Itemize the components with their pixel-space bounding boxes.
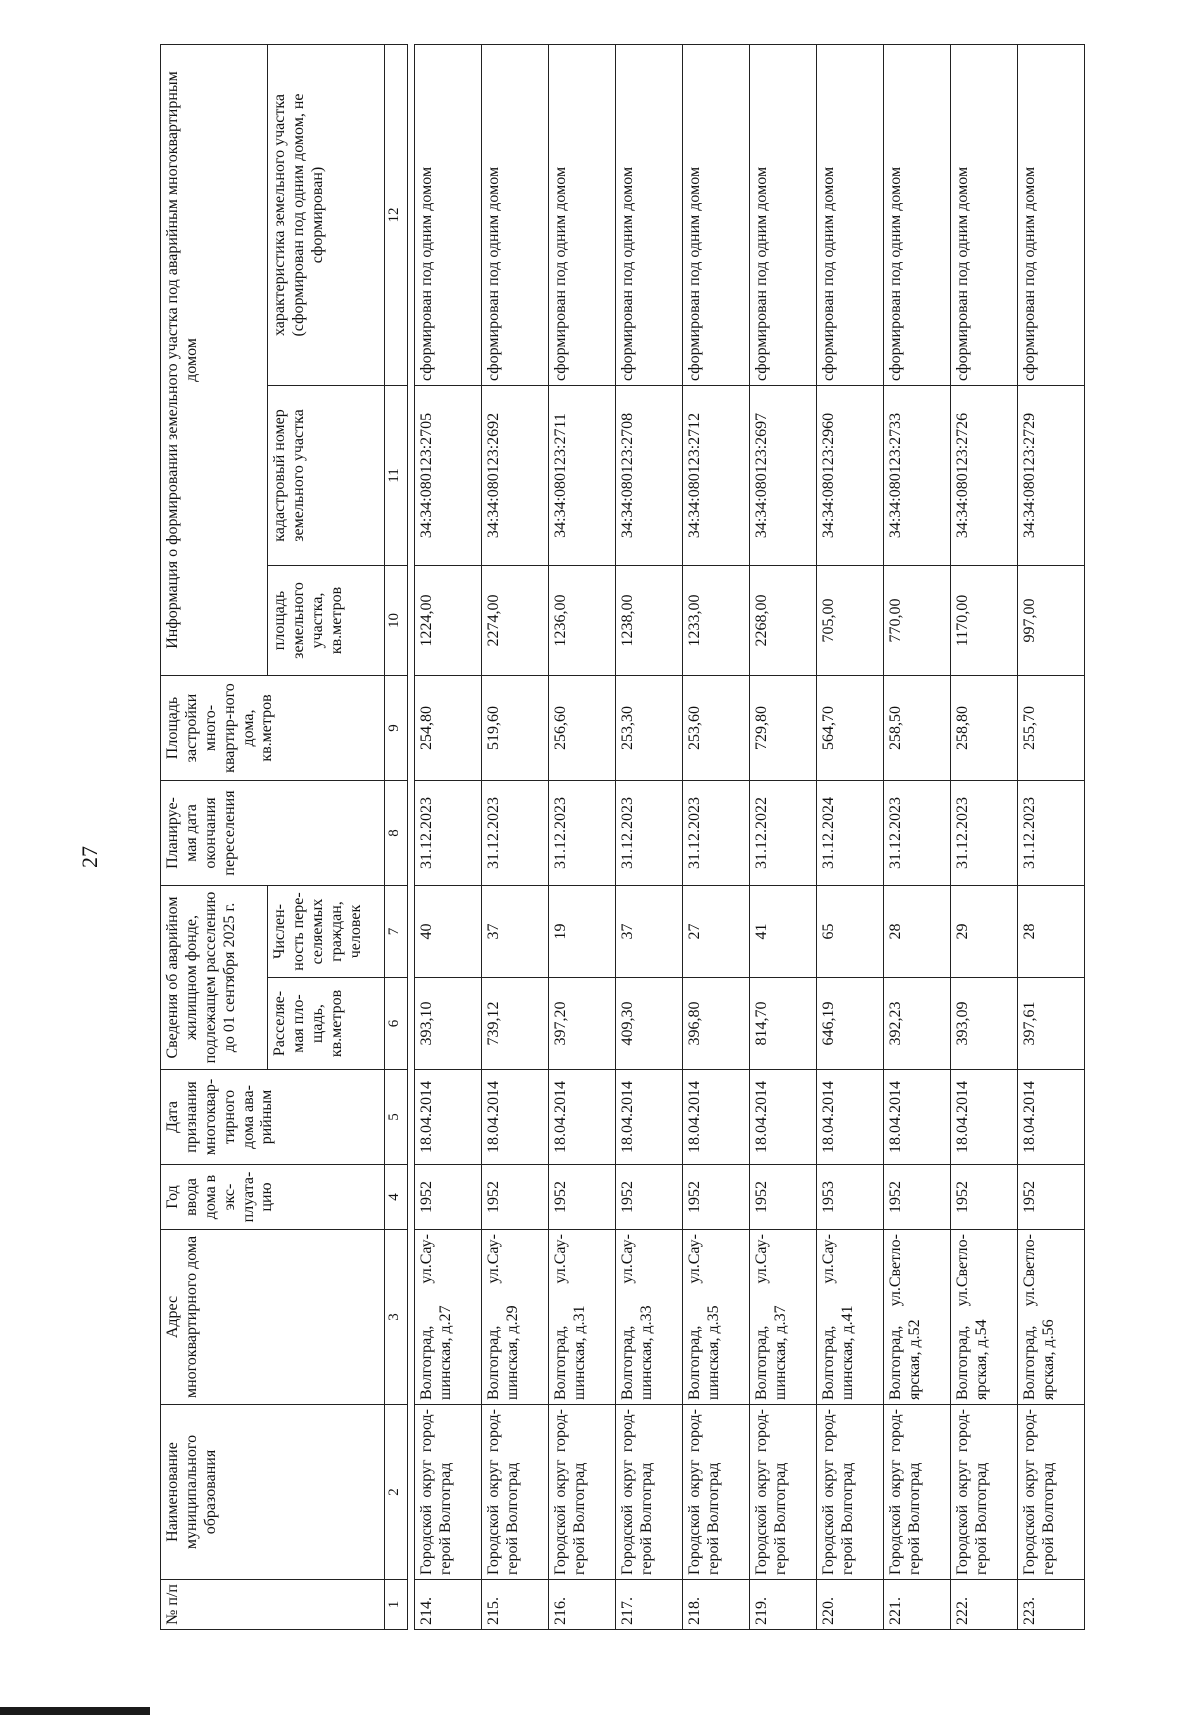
column-number: 8 (385, 781, 408, 886)
cell-characteristic: сформирован под одним домом (482, 45, 549, 386)
cell-characteristic: сформирован под одним домом (750, 45, 817, 386)
cell-area: 409,30 (616, 978, 683, 1070)
cell-people: 37 (482, 886, 549, 978)
column-number: 4 (385, 1165, 408, 1230)
cell-building: 258,50 (884, 676, 951, 781)
cell-year: 1952 (549, 1165, 616, 1230)
cell-municipality: Городской округ город-герой Волгоград (415, 1405, 482, 1580)
cell-year: 1952 (683, 1165, 750, 1230)
cell-building: 519,60 (482, 676, 549, 781)
column-number: 10 (385, 566, 408, 676)
cell-address: Волгоград, ул.Светло-ярская, д.54 (951, 1230, 1018, 1405)
cell-building: 253,30 (616, 676, 683, 781)
table-row (415, 45, 482, 1630)
cell-address: Волгоград, ул.Светло-ярская, д.56 (1018, 1230, 1085, 1405)
cell-area: 397,20 (549, 978, 616, 1070)
table-row (1018, 45, 1085, 1630)
cell-cadastral: 34:34:080123:2733 (884, 386, 951, 566)
cell-planned: 31.12.2024 (817, 781, 884, 886)
cell-date: 18.04.2014 (415, 1070, 482, 1165)
cell-cadastral: 34:34:080123:2712 (683, 386, 750, 566)
cell-date: 18.04.2014 (683, 1070, 750, 1165)
cell-address: Волгоград, ул.Сау-шинская, д.29 (482, 1230, 549, 1405)
cell-area: 393,09 (951, 978, 1018, 1070)
header-planned-date: Планируе-мая дата окончания переселения (161, 781, 385, 886)
cell-municipality: Городской округ город-герой Волгоград (482, 1405, 549, 1580)
table-row (549, 45, 616, 1630)
cell-people: 19 (549, 886, 616, 978)
table-row (683, 45, 750, 1630)
cell-municipality: Городской округ город-герой Волгоград (549, 1405, 616, 1580)
cell-planned: 31.12.2023 (1018, 781, 1085, 886)
cell-year: 1952 (951, 1165, 1018, 1230)
cell-year: 1952 (750, 1165, 817, 1230)
table-row (884, 45, 951, 1630)
cell-address: Волгоград, ул.Сау-шинская, д.37 (750, 1230, 817, 1405)
cell-cadastral: 34:34:080123:2697 (750, 386, 817, 566)
cell-people: 29 (951, 886, 1018, 978)
cell-planned: 31.12.2023 (951, 781, 1018, 886)
cell-year: 1952 (482, 1165, 549, 1230)
cell-cadastral: 34:34:080123:2726 (951, 386, 1018, 566)
column-number: 1 (385, 1580, 408, 1630)
table-row (482, 45, 549, 1630)
cell-building: 255,70 (1018, 676, 1085, 781)
cell-building: 258,80 (951, 676, 1018, 781)
cell-num: 222. (951, 1580, 1018, 1630)
cell-planned: 31.12.2023 (549, 781, 616, 886)
cell-area: 646,19 (817, 978, 884, 1070)
header-separator (408, 45, 415, 1630)
cell-num: 215. (482, 1580, 549, 1630)
column-number: 11 (385, 386, 408, 566)
cell-building: 564,70 (817, 676, 884, 781)
header-characteristic: характеристика земельного участка (сформирован под одним домом, не сформирован) (268, 45, 385, 386)
cell-date: 18.04.2014 (817, 1070, 884, 1165)
cell-planned: 31.12.2023 (683, 781, 750, 886)
header-building-area: Площадь застройки много-квартир-ного дома, кв.метров (161, 676, 385, 781)
cell-building: 253,60 (683, 676, 750, 781)
cell-land-area: 997,00 (1018, 566, 1085, 676)
cell-characteristic: сформирован под одним домом (683, 45, 750, 386)
header-resettlement-group: Сведения об аварийном жилищном фонде, подлежащем расселению до 01 сентября 2025 г. (161, 886, 268, 1070)
cell-land-area: 1233,00 (683, 566, 750, 676)
header-resettled-area: Расселяе-мая пло-щадь, кв.метров (268, 978, 385, 1070)
cell-area: 393,10 (415, 978, 482, 1070)
separator-cell (408, 45, 415, 1630)
cell-municipality: Городской округ город-герой Волгоград (683, 1405, 750, 1580)
column-number-row (385, 45, 408, 1630)
cell-area: 396,80 (683, 978, 750, 1070)
cell-people: 28 (884, 886, 951, 978)
header-municipality: Наименование муниципального образования (161, 1405, 385, 1580)
cell-characteristic: сформирован под одним домом (549, 45, 616, 386)
column-number: 9 (385, 676, 408, 781)
cell-municipality: Городской округ город-герой Волгоград (616, 1405, 683, 1580)
cell-area: 814,70 (750, 978, 817, 1070)
cell-land-area: 1238,00 (616, 566, 683, 676)
cell-municipality: Городской округ город-герой Волгоград (750, 1405, 817, 1580)
cell-municipality: Городской округ город-герой Волгоград (884, 1405, 951, 1580)
cell-address: Волгоград, ул.Сау-шинская, д.33 (616, 1230, 683, 1405)
cell-characteristic: сформирован под одним домом (884, 45, 951, 386)
header-address: Адрес многоквартирного дома (161, 1230, 385, 1405)
cell-num: 218. (683, 1580, 750, 1630)
cell-building: 729,80 (750, 676, 817, 781)
cell-address: Волгоград, ул.Сау-шинская, д.27 (415, 1230, 482, 1405)
header-date-recognized: Дата признания многоквар-тирного дома ава-рийным (161, 1070, 385, 1165)
cell-characteristic: сформирован под одним домом (415, 45, 482, 386)
column-number: 3 (385, 1230, 408, 1405)
cell-people: 41 (750, 886, 817, 978)
header-land-group: Информация о формировании земельного участка под аварийным многоквартирным домом (161, 45, 268, 676)
cell-planned: 31.12.2023 (884, 781, 951, 886)
housing-register-table (160, 44, 1085, 1630)
cell-land-area: 770,00 (884, 566, 951, 676)
cell-land-area: 705,00 (817, 566, 884, 676)
cell-people: 40 (415, 886, 482, 978)
cell-area: 397,61 (1018, 978, 1085, 1070)
column-number: 2 (385, 1405, 408, 1580)
table-row (616, 45, 683, 1630)
header-land-area: площадь земельного участка, кв.метров (268, 566, 385, 676)
cell-people: 65 (817, 886, 884, 978)
cell-area: 392,23 (884, 978, 951, 1070)
cell-address: Волгоград, ул.Светло-ярская, д.52 (884, 1230, 951, 1405)
column-number: 6 (385, 978, 408, 1070)
cell-year: 1952 (616, 1165, 683, 1230)
cell-num: 221. (884, 1580, 951, 1630)
cell-num: 219. (750, 1580, 817, 1630)
cell-municipality: Городской округ город-герой Волгоград (951, 1405, 1018, 1580)
cell-date: 18.04.2014 (1018, 1070, 1085, 1165)
header-num: № п/п (161, 1580, 385, 1630)
cell-land-area: 2268,00 (750, 566, 817, 676)
cell-date: 18.04.2014 (884, 1070, 951, 1165)
cell-num: 223. (1018, 1580, 1085, 1630)
column-number: 5 (385, 1070, 408, 1165)
header-cadastral: кадастровый номер земельного участка (268, 386, 385, 566)
cell-num: 214. (415, 1580, 482, 1630)
cell-planned: 31.12.2023 (415, 781, 482, 886)
cell-date: 18.04.2014 (616, 1070, 683, 1165)
cell-planned: 31.12.2022 (750, 781, 817, 886)
cell-address: Волгоград, ул.Сау-шинская, д.35 (683, 1230, 750, 1405)
cell-cadastral: 34:34:080123:2692 (482, 386, 549, 566)
cell-area: 739,12 (482, 978, 549, 1070)
cell-people: 27 (683, 886, 750, 978)
cell-date: 18.04.2014 (750, 1070, 817, 1165)
cell-building: 256,60 (549, 676, 616, 781)
cell-planned: 31.12.2023 (616, 781, 683, 886)
cell-year: 1952 (884, 1165, 951, 1230)
cell-land-area: 2274,00 (482, 566, 549, 676)
cell-characteristic: сформирован под одним домом (616, 45, 683, 386)
scan-edge-mark (0, 1707, 150, 1715)
table-row (951, 45, 1018, 1630)
cell-num: 216. (549, 1580, 616, 1630)
header-year: Год ввода дома в экс-плуата-цию (161, 1165, 385, 1230)
cell-address: Волгоград, ул.Сау-шинская, д.41 (817, 1230, 884, 1405)
cell-municipality: Городской округ город-герой Волгоград (1018, 1405, 1085, 1580)
cell-land-area: 1170,00 (951, 566, 1018, 676)
cell-num: 220. (817, 1580, 884, 1630)
cell-cadastral: 34:34:080123:2960 (817, 386, 884, 566)
cell-building: 254,80 (415, 676, 482, 781)
cell-year: 1952 (1018, 1165, 1085, 1230)
cell-characteristic: сформирован под одним домом (951, 45, 1018, 386)
cell-people: 28 (1018, 886, 1085, 978)
cell-land-area: 1236,00 (549, 566, 616, 676)
rotated-table-container (160, 45, 1160, 1630)
cell-date: 18.04.2014 (951, 1070, 1018, 1165)
cell-cadastral: 34:34:080123:2708 (616, 386, 683, 566)
page-number: 27 (77, 846, 102, 868)
cell-cadastral: 34:34:080123:2711 (549, 386, 616, 566)
column-number: 12 (385, 45, 408, 386)
column-number: 7 (385, 886, 408, 978)
cell-planned: 31.12.2023 (482, 781, 549, 886)
cell-cadastral: 34:34:080123:2729 (1018, 386, 1085, 566)
table-row (817, 45, 884, 1630)
cell-year: 1953 (817, 1165, 884, 1230)
cell-year: 1952 (415, 1165, 482, 1230)
cell-num: 217. (616, 1580, 683, 1630)
cell-date: 18.04.2014 (549, 1070, 616, 1165)
table-row (750, 45, 817, 1630)
cell-cadastral: 34:34:080123:2705 (415, 386, 482, 566)
cell-address: Волгоград, ул.Сау-шинская, д.31 (549, 1230, 616, 1405)
cell-characteristic: сформирован под одним домом (1018, 45, 1085, 386)
cell-characteristic: сформирован под одним домом (817, 45, 884, 386)
cell-land-area: 1224,00 (415, 566, 482, 676)
cell-municipality: Городской округ город-герой Волгоград (817, 1405, 884, 1580)
cell-date: 18.04.2014 (482, 1070, 549, 1165)
cell-people: 37 (616, 886, 683, 978)
header-resettled-people: Числен-ность пере-селяемых граждан, человек (268, 886, 385, 978)
